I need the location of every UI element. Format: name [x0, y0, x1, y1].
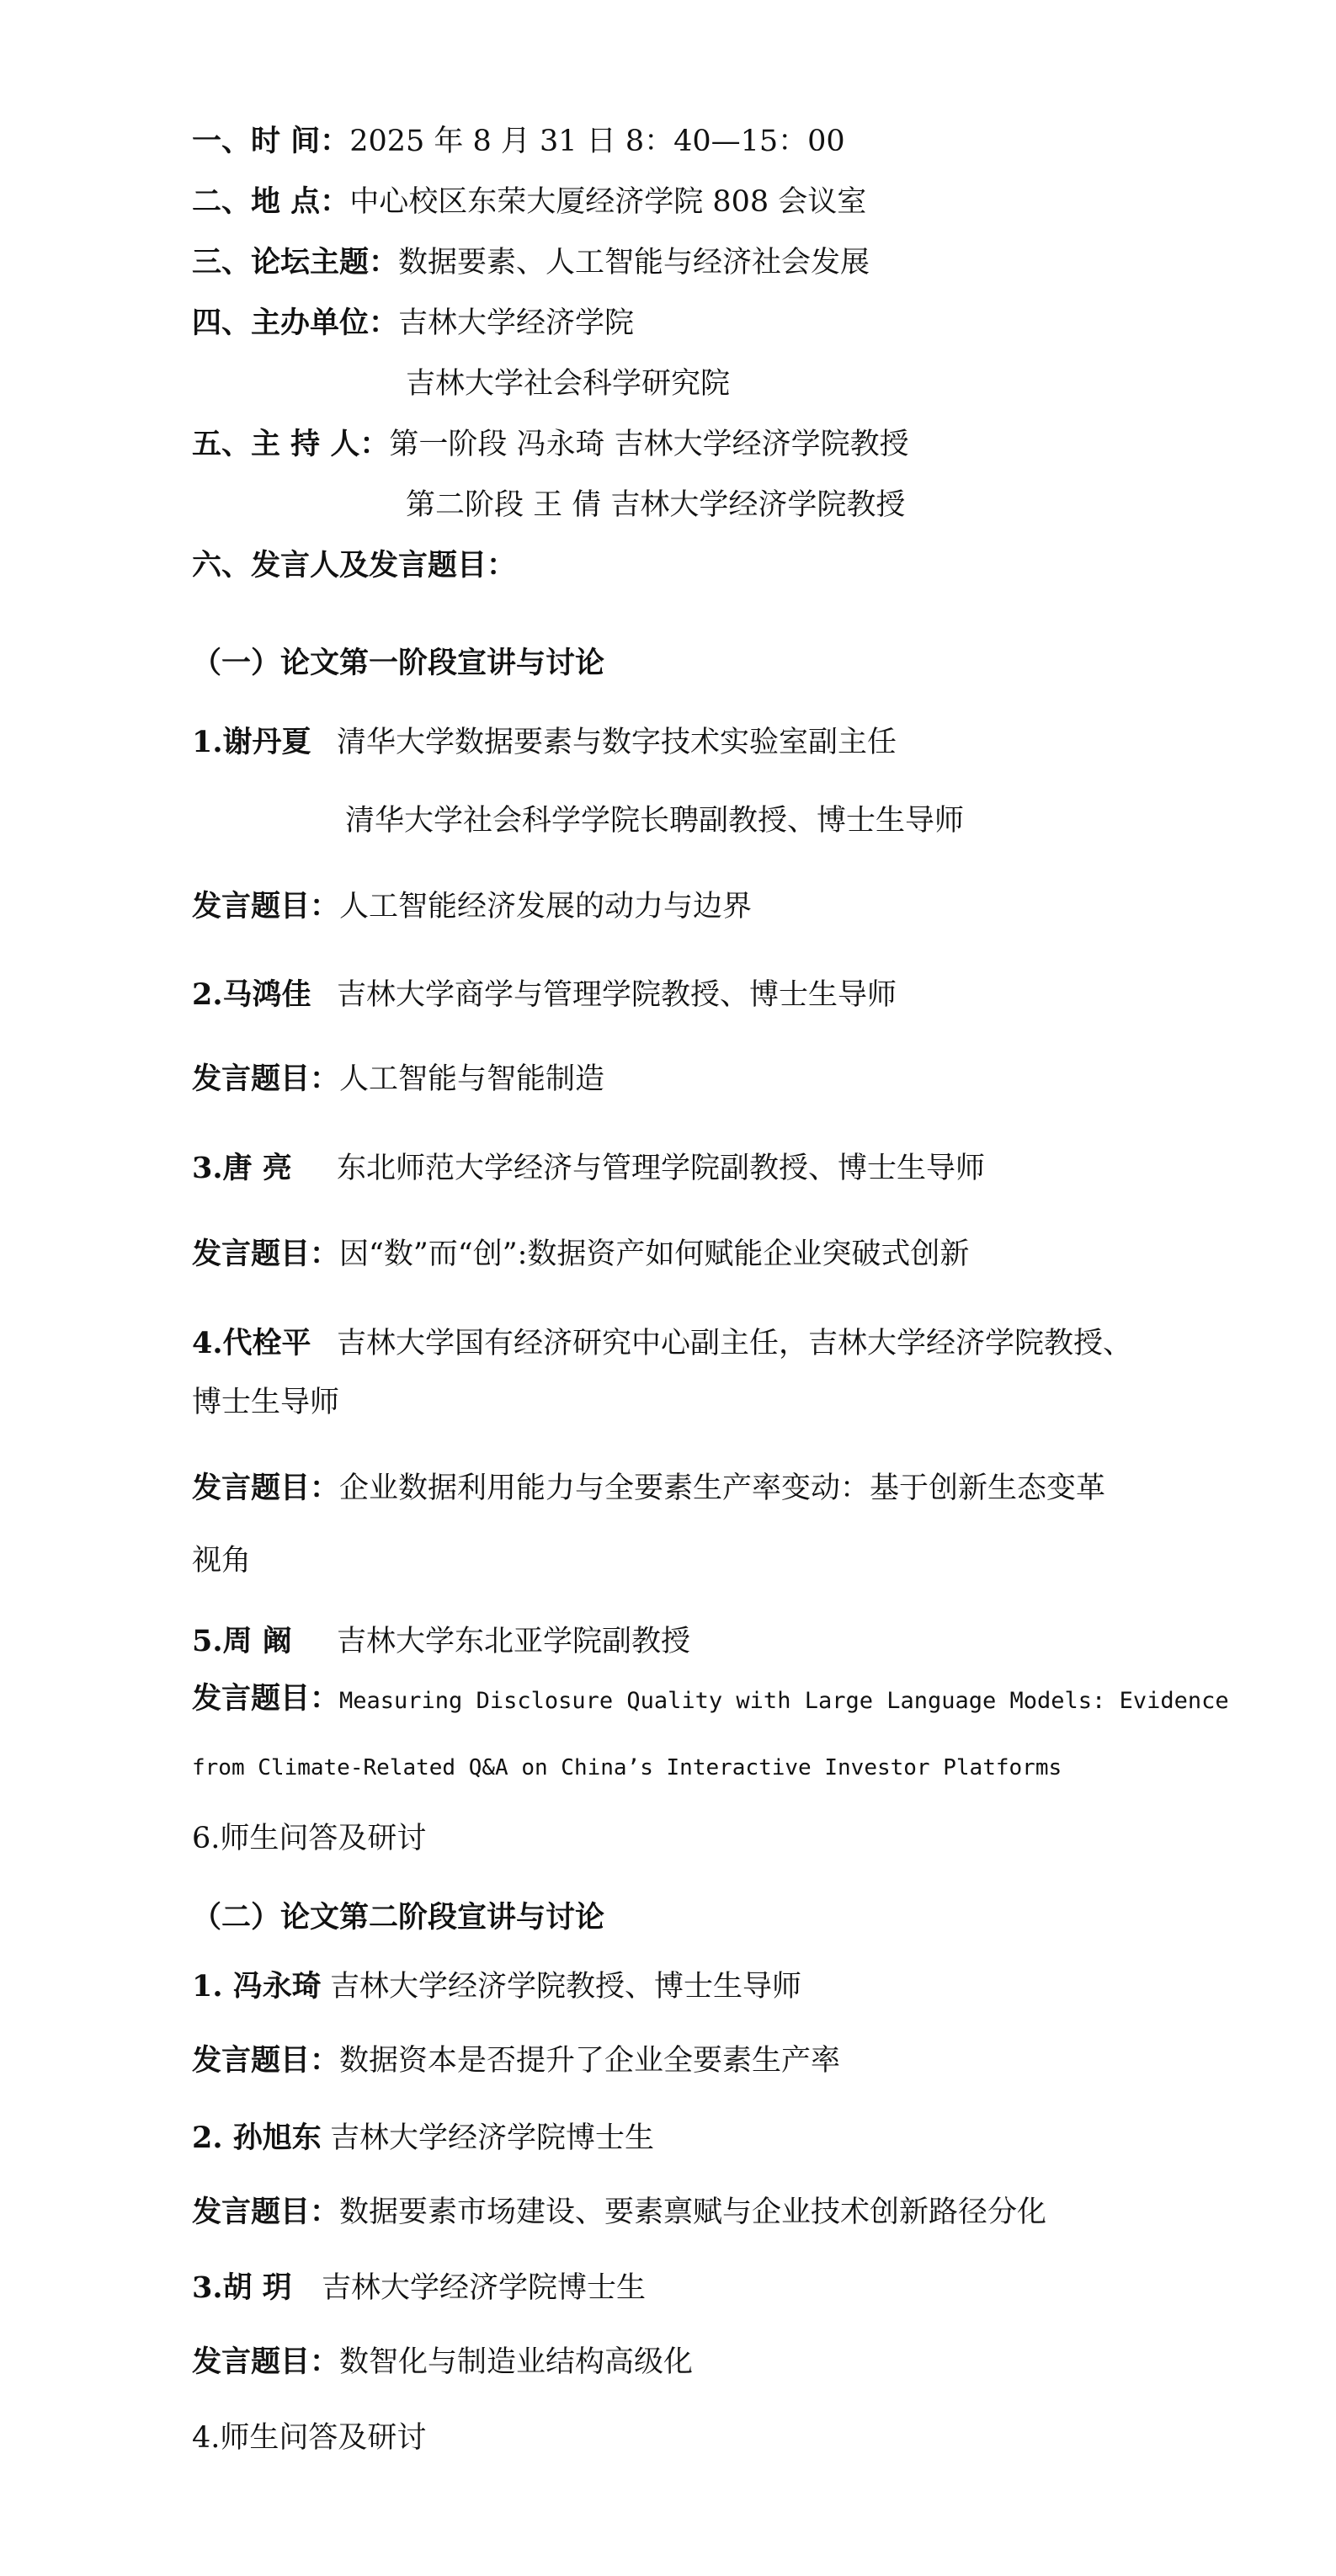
topic-label: 发言题目： [192, 1062, 340, 1096]
s1-speaker-4-affil-cont: 博士生导师 [192, 1386, 340, 1419]
topic-text: 数据要素市场建设、要素禀赋与企业技术创新路径分化 [339, 2195, 1047, 2229]
topic-label: 发言题目： [192, 2344, 340, 2379]
speaker-name: 5.周 阚 [192, 1624, 292, 1658]
theme-value: 数据要素、人工智能与经济社会发展 [398, 246, 870, 279]
speaker-name: 4.代栓平 [192, 1326, 311, 1360]
time-value: 2025 年 8 月 31 日 8：40—15：00 [349, 125, 845, 158]
s1-topic-4 [192, 1470, 1105, 1507]
s2-topic-2 [192, 2194, 1046, 2231]
s2-topic-3 [192, 2344, 693, 2381]
s1-speaker-4 [192, 1325, 311, 1362]
speaker-name: 3.唐 亮 [192, 1151, 292, 1185]
time-row [192, 123, 845, 160]
topic-label: 发言题目： [192, 1237, 340, 1271]
time-label: 一、时 间： [192, 124, 350, 158]
s1-speaker-1-affil2: 清华大学社会科学学院长聘副教授、博士生导师 [345, 804, 965, 838]
speakers-heading: 六、发言人及发言题目： [192, 548, 517, 583]
theme-label: 三、论坛主题： [192, 245, 399, 279]
host-value-2: 吉林大学社会科学研究院 [406, 367, 731, 401]
topic-text: 因“数”而“创”:数据资产如何赋能企业突破式创新 [339, 1237, 970, 1271]
s1-speaker-3-affil: 东北师范大学经济与管理学院副教授、博士生导师 [337, 1152, 986, 1185]
topic-text: 数据资本是否提升了企业全要素生产率 [339, 2044, 841, 2078]
speaker-name: 1. 冯永琦 [192, 1969, 322, 2004]
s1-speaker-1-affil: 清华大学数据要素与数字技术实验室副主任 [337, 726, 897, 759]
place-label: 二、地 点： [192, 184, 350, 219]
s1-speaker-2-affil: 吉林大学商学与管理学院教授、博士生导师 [337, 978, 897, 1012]
speaker-name: 2.马鸿佳 [192, 977, 311, 1012]
s2-speaker-2 [192, 2120, 322, 2157]
moderator-label: 五、主 持 人： [192, 427, 390, 461]
s1-speaker-5 [192, 1623, 292, 1660]
s2-topic-1 [192, 2042, 840, 2079]
s1-topic-5 [192, 1680, 1229, 1720]
s1-speaker-5-affil: 吉林大学东北亚学院副教授 [337, 1625, 691, 1658]
s1-topic-2 [192, 1061, 604, 1098]
moderator-row [192, 426, 909, 463]
topic-label: 发言题目： [192, 2043, 340, 2078]
s2-speaker-3 [192, 2270, 292, 2307]
topic-text: 人工智能经济发展的动力与边界 [339, 890, 753, 923]
s1-qa: 6.师生问答及研讨 [192, 1822, 427, 1855]
topic-label: 发言题目： [192, 889, 340, 923]
s1-topic-1 [192, 888, 752, 925]
host-row [192, 305, 634, 342]
section1-heading: （一）论文第一阶段宣讲与讨论 [192, 646, 605, 680]
speaker-name: 2. 孙旭东 [192, 2121, 322, 2155]
section2-heading: （二）论文第二阶段宣讲与讨论 [192, 1900, 605, 1935]
s1-topic-5-cont: from Climate-Related Q&A on China’s Interactive Investor Platforms [192, 1755, 1062, 1780]
host-label: 四、主办单位： [192, 306, 399, 340]
s2-speaker-3-affil: 吉林大学经济学院博士生 [322, 2271, 647, 2305]
s1-topic-3 [192, 1236, 969, 1273]
place-value: 中心校区东荣大厦经济学院 808 会议室 [349, 185, 867, 219]
host-value-1: 吉林大学经济学院 [398, 306, 635, 340]
s1-speaker-1 [192, 724, 311, 761]
topic-label: 发言题目： [192, 1471, 340, 1505]
topic-text: 人工智能与智能制造 [339, 1062, 605, 1096]
s1-speaker-3 [192, 1150, 292, 1187]
s2-speaker-2-affil: 吉林大学经济学院博士生 [330, 2121, 655, 2155]
topic-text: 数智化与制造业结构高级化 [339, 2345, 694, 2379]
s1-speaker-4-affil: 吉林大学国有经济研究中心副主任，吉林大学经济学院教授、 [337, 1327, 1133, 1360]
s2-speaker-1 [192, 1968, 322, 2005]
topic-text: 企业数据利用能力与全要素生产率变动：基于创新生态变革 [339, 1472, 1106, 1505]
place-row [192, 184, 866, 221]
speaker-name: 1.谢丹夏 [192, 725, 311, 759]
topic-label: 发言题目： [192, 2195, 340, 2229]
s2-speaker-1-affil: 吉林大学经济学院教授、博士生导师 [330, 1970, 802, 2004]
s2-qa: 4.师生问答及研讨 [192, 2421, 427, 2455]
speaker-name: 3.胡 玥 [192, 2270, 292, 2305]
s1-speaker-2 [192, 977, 311, 1014]
s1-topic-4-cont: 视角 [192, 1544, 252, 1578]
moderator-value-2: 第二阶段 王 倩 吉林大学经济学院教授 [406, 488, 906, 522]
theme-row [192, 244, 870, 281]
moderator-value-1: 第一阶段 冯永琦 吉林大学经济学院教授 [389, 428, 909, 461]
topic-text: Measuring Disclosure Quality with Large Language Models: Evidence [339, 1688, 1229, 1714]
topic-label: 发言题目： [192, 1681, 340, 1716]
